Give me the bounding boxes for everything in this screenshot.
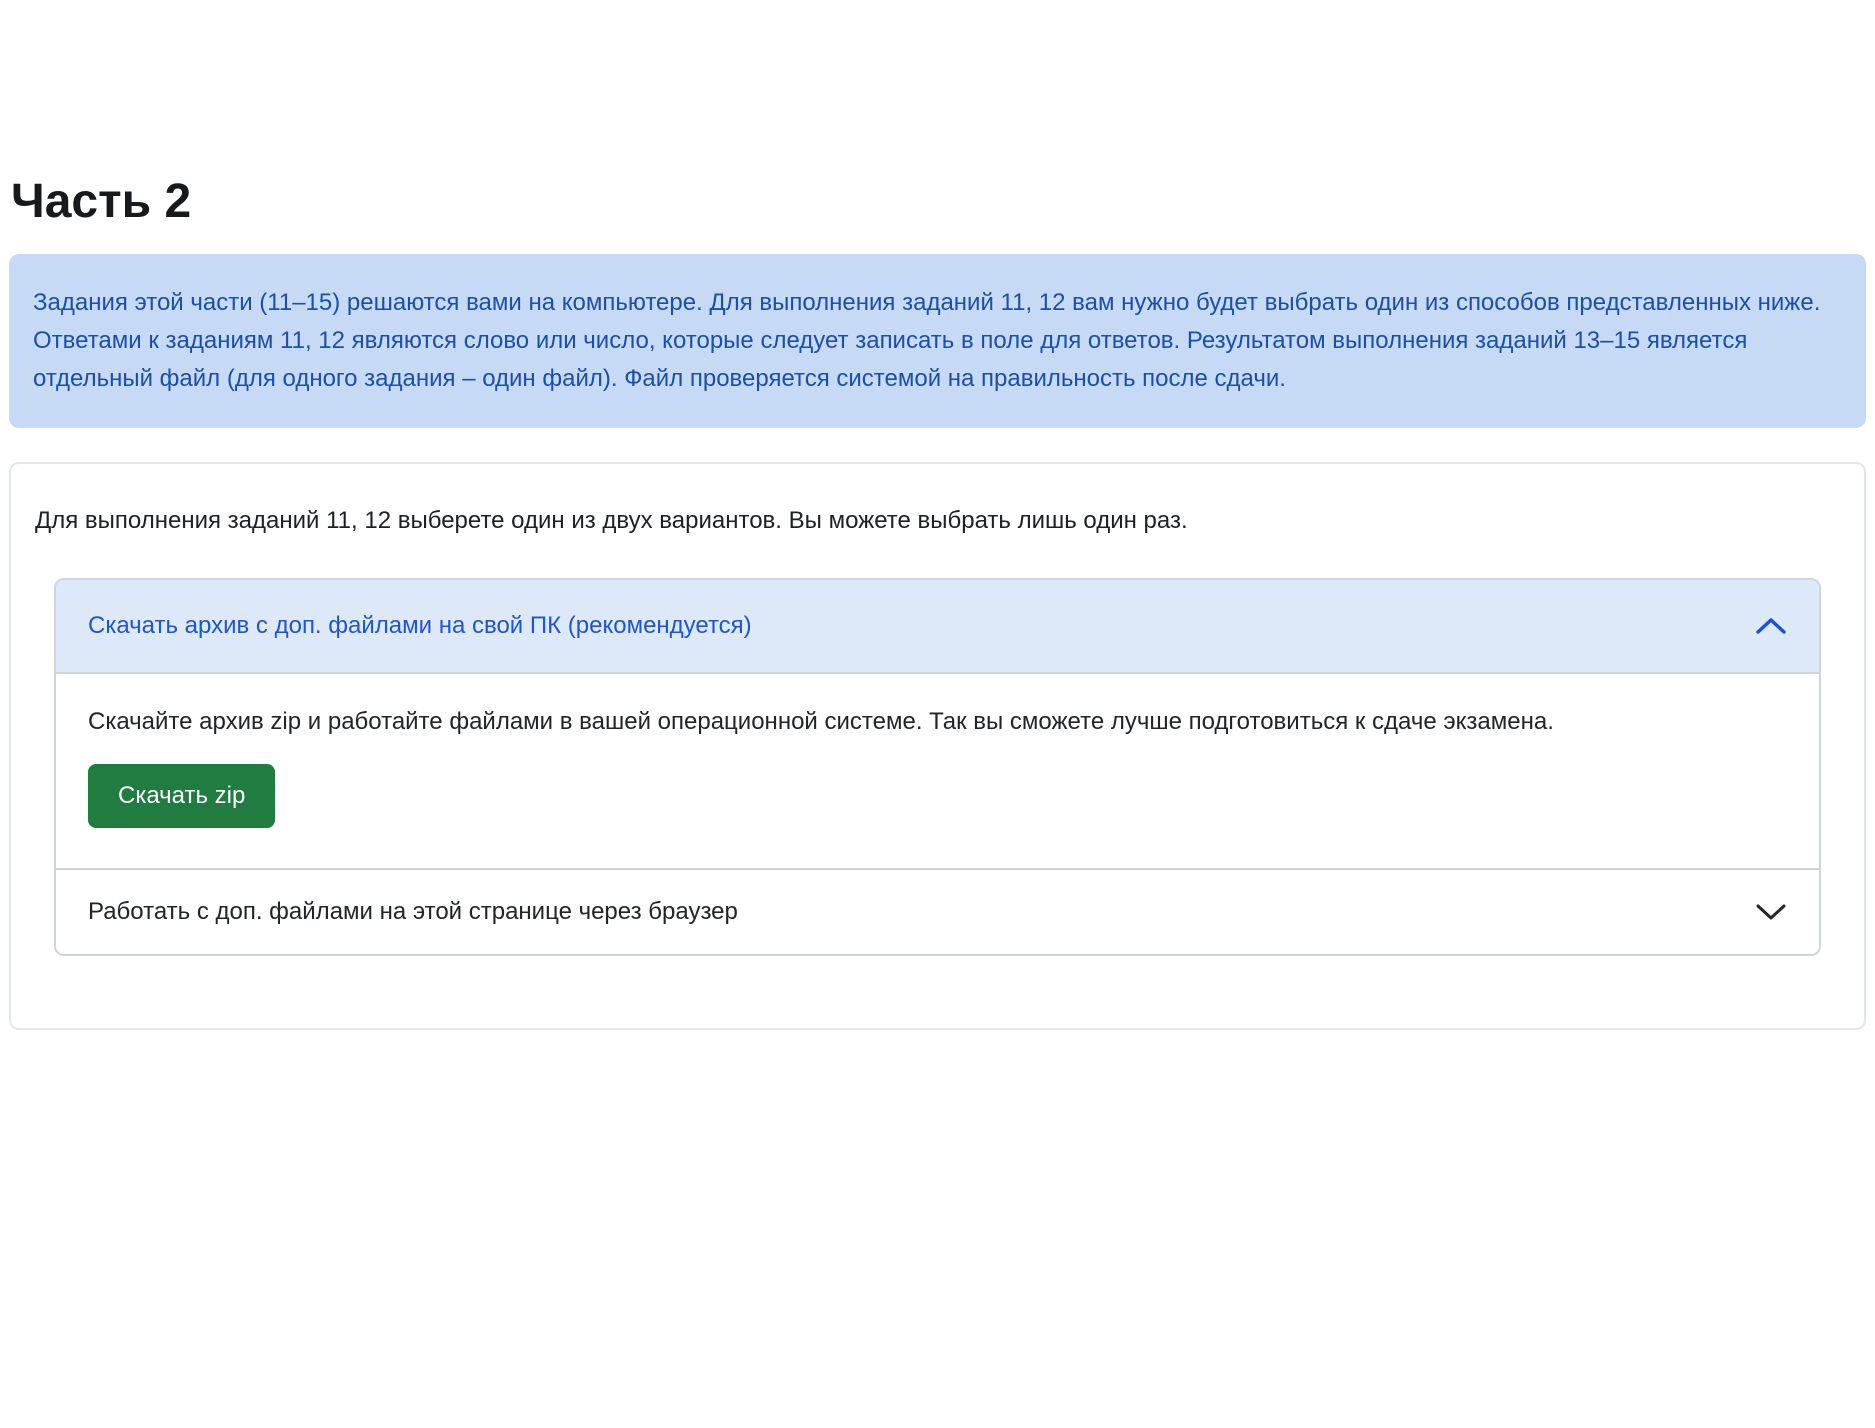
chevron-up-icon [1755, 617, 1787, 635]
page-title: Часть 2 [11, 175, 192, 228]
download-zip-button[interactable]: Скачать zip [88, 764, 275, 828]
accordion-item-download-zip-body [56, 674, 1819, 870]
accordion-item-browser-files-header[interactable] [56, 870, 1819, 954]
page [0, 175, 1875, 1030]
accordion-item-download-zip-label: Скачать архив с доп. файлами на свой ПК (рекомендуется) [88, 612, 752, 639]
accordion-item-browser-files-label: Работать с доп. файлами на этой странице через браузер [88, 898, 738, 925]
info-alert-text: Задания этой части (11–15) решаются вами на компьютере. Для выполнения заданий 11, 12 вам нужно будет выбрать один из способов представленных ниже. Ответами к заданиям 11, 12 являются слово или число, которые следует записать в поле для ответов. Результатом выполнения заданий 13–15 является отдельный файл (для одного задания – один файл). Файл проверяется системой на правильность после сдачи. [33, 289, 1821, 392]
options-card [9, 462, 1866, 1030]
chevron-down-icon [1755, 903, 1787, 921]
options-intro-text: Для выполнения заданий 11, 12 выберете один из двух вариантов. Вы можете выбрать лишь один раз. [35, 507, 1188, 534]
options-accordion [54, 578, 1821, 956]
download-zip-description: Скачайте архив zip и работайте файлами в вашей операционной системе. Так вы сможете лучше подготовиться к сдаче экзамена. [88, 708, 1554, 735]
info-alert [9, 254, 1866, 428]
accordion-item-download-zip-header[interactable] [56, 580, 1819, 674]
